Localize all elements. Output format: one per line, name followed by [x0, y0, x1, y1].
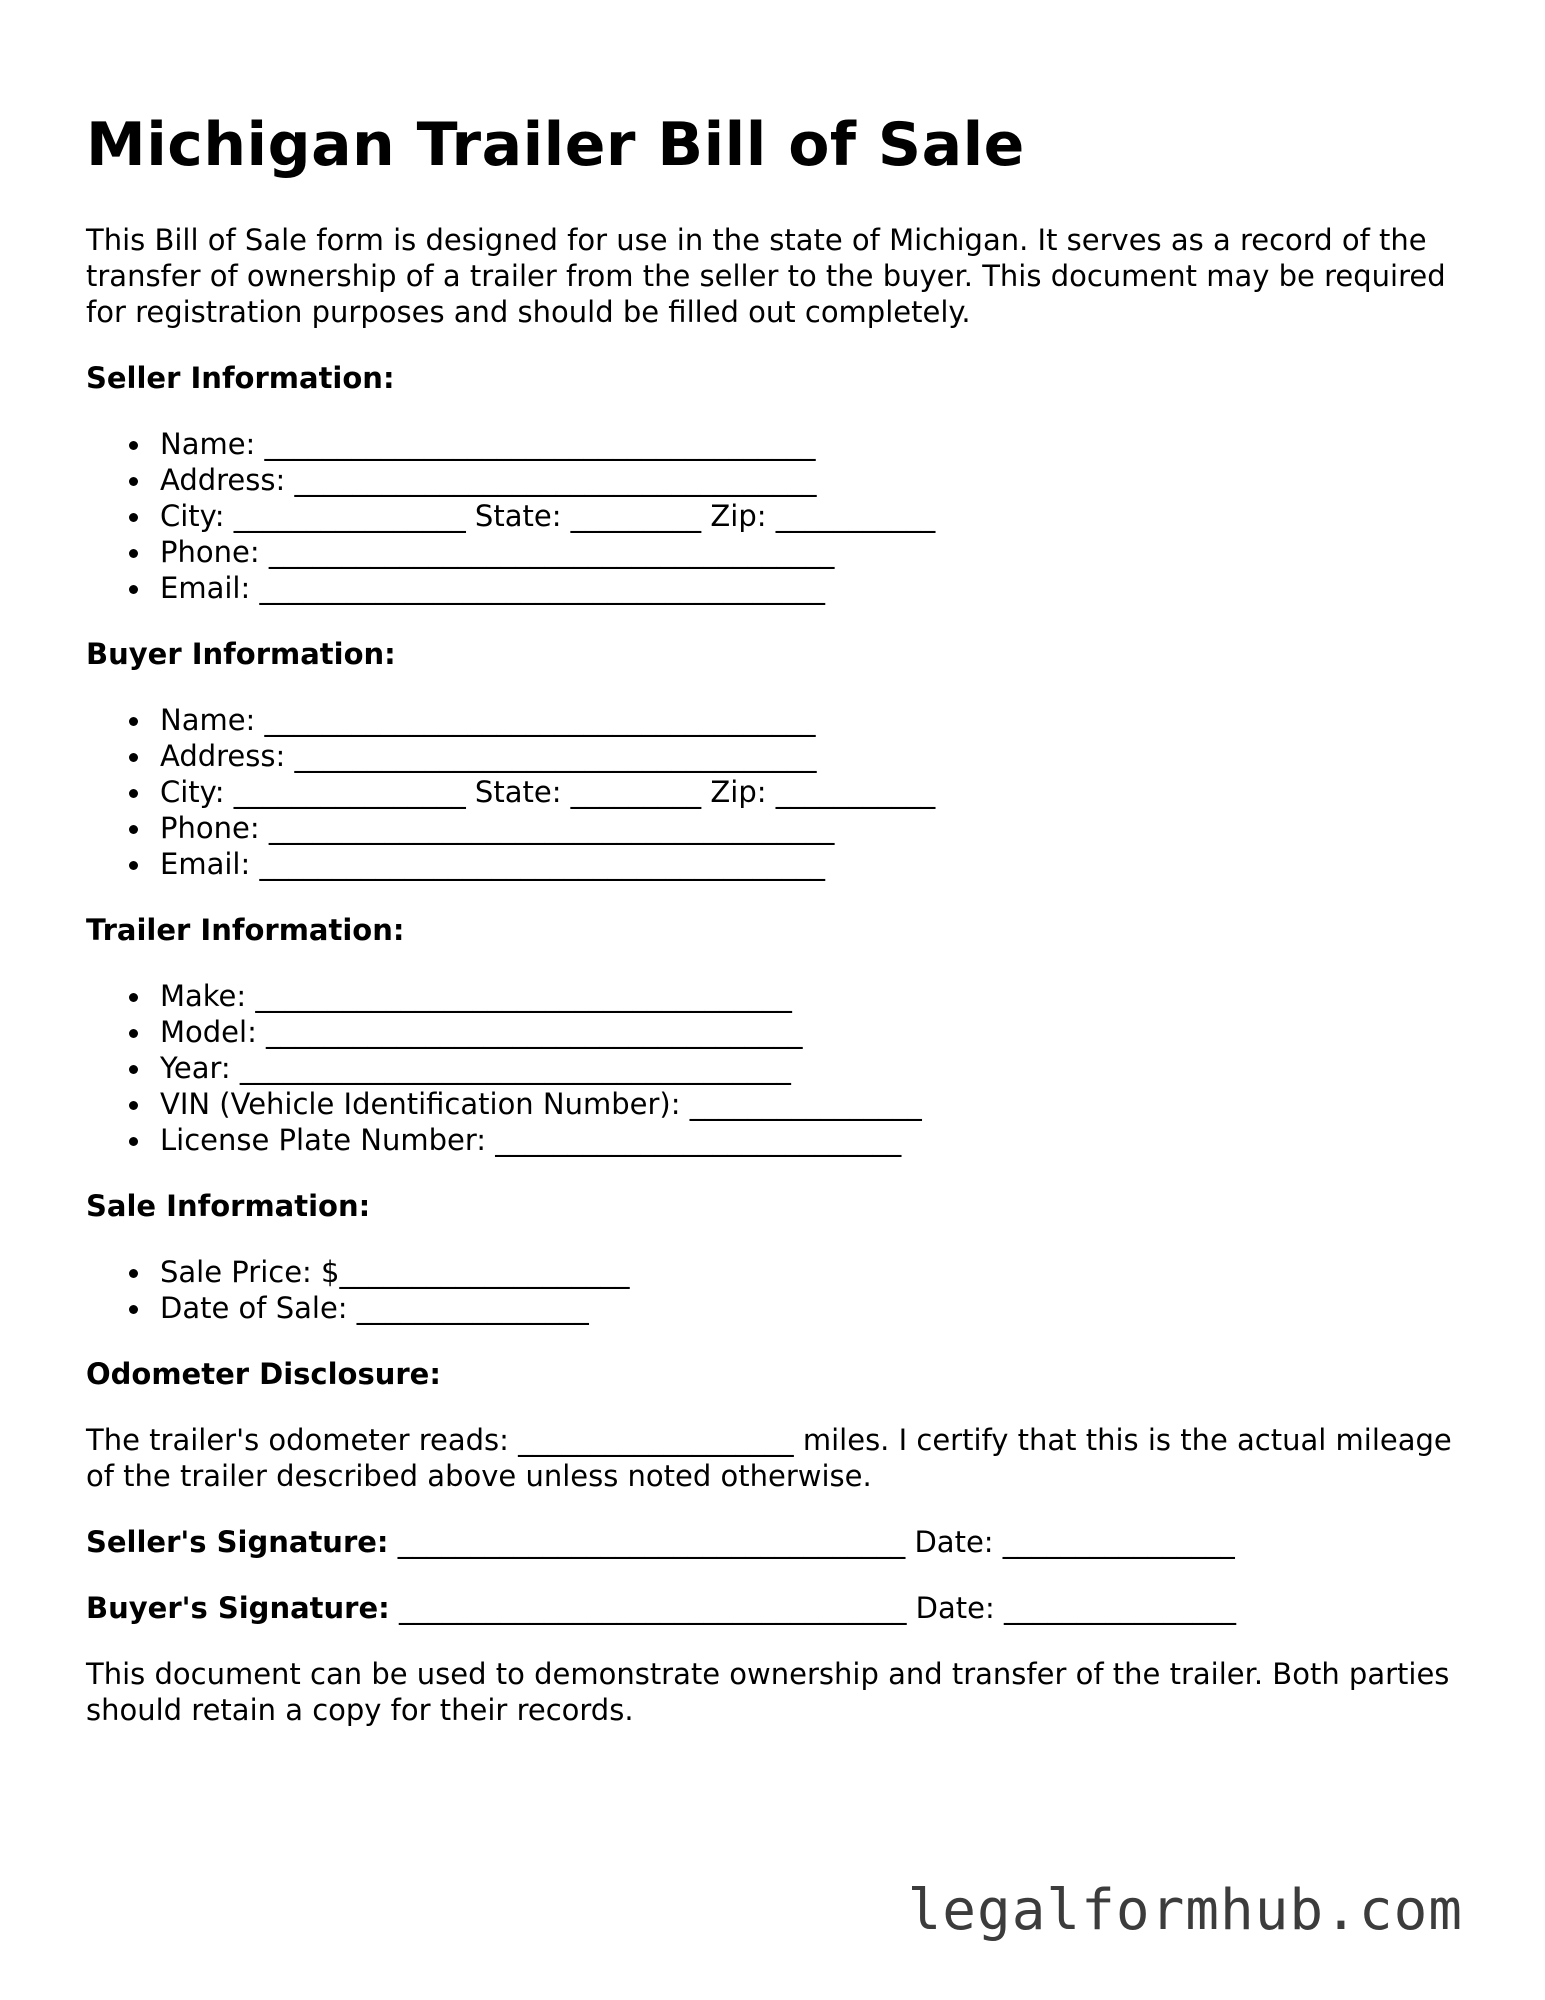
trailer-heading: Trailer Information: — [86, 913, 405, 947]
odometer-statement: The trailer's odometer reads: ___________________ miles. I certify that this is the actual mileage of the trailer described above unless noted otherwise. — [86, 1423, 1452, 1493]
sale-field-list — [86, 1254, 1466, 1326]
watermark-text: legalformhub.com — [907, 1878, 1463, 1943]
sale-date-field: Date of Sale: ________________ — [160, 1290, 1466, 1326]
buyer-city-state-zip-field: City: ________________ State: _________ Zip: ___________ — [160, 774, 1466, 810]
trailer-vin-field: VIN (Vehicle Identification Number): ________________ — [160, 1086, 1466, 1122]
buyer-email-field: Email: _______________________________________ — [160, 846, 1466, 882]
document-page — [86, 100, 1466, 1728]
seller-address-field: Address: ____________________________________ — [160, 462, 1466, 498]
buyer-signature-line — [86, 1590, 1466, 1626]
closing-paragraph: This document can be used to demonstrate ownership and transfer of the trailer. Both parties should retain a copy for their records. — [86, 1657, 1450, 1727]
buyer-field-list — [86, 702, 1466, 882]
document-title: Michigan Trailer Bill of Sale — [86, 110, 1025, 180]
buyer-address-field: Address: ____________________________________ — [160, 738, 1466, 774]
sale-heading: Sale Information: — [86, 1189, 371, 1223]
trailer-plate-field: License Plate Number: ____________________________ — [160, 1122, 1466, 1158]
buyer-signature-blank: ___________________________________ Date: ________________ — [389, 1591, 1236, 1625]
trailer-field-list — [86, 978, 1466, 1158]
seller-signature-blank: ___________________________________ Date: ________________ — [388, 1525, 1235, 1559]
seller-signature-line — [86, 1524, 1466, 1560]
seller-phone-field: Phone: _______________________________________ — [160, 534, 1466, 570]
buyer-phone-field: Phone: _______________________________________ — [160, 810, 1466, 846]
buyer-signature-label: Buyer's Signature: — [86, 1591, 390, 1625]
trailer-make-field: Make: _____________________________________ — [160, 978, 1466, 1014]
intro-paragraph: This Bill of Sale form is designed for use in the state of Michigan. It serves as a record of the transfer of ownership of a trailer from the seller to the buyer. This document may be required for registration purposes and should be filled out completely. — [86, 223, 1446, 329]
seller-signature-label: Seller's Signature: — [86, 1525, 389, 1559]
seller-email-field: Email: _______________________________________ — [160, 570, 1466, 606]
sale-price-field: Sale Price: $____________________ — [160, 1254, 1466, 1290]
seller-field-list — [86, 426, 1466, 606]
seller-city-state-zip-field: City: ________________ State: _________ Zip: ___________ — [160, 498, 1466, 534]
buyer-heading: Buyer Information: — [86, 637, 396, 671]
seller-name-field: Name: ______________________________________ — [160, 426, 1466, 462]
trailer-year-field: Year: ______________________________________ — [160, 1050, 1466, 1086]
seller-heading: Seller Information: — [86, 361, 395, 395]
trailer-model-field: Model: _____________________________________ — [160, 1014, 1466, 1050]
buyer-name-field: Name: ______________________________________ — [160, 702, 1466, 738]
odometer-heading: Odometer Disclosure: — [86, 1357, 441, 1391]
